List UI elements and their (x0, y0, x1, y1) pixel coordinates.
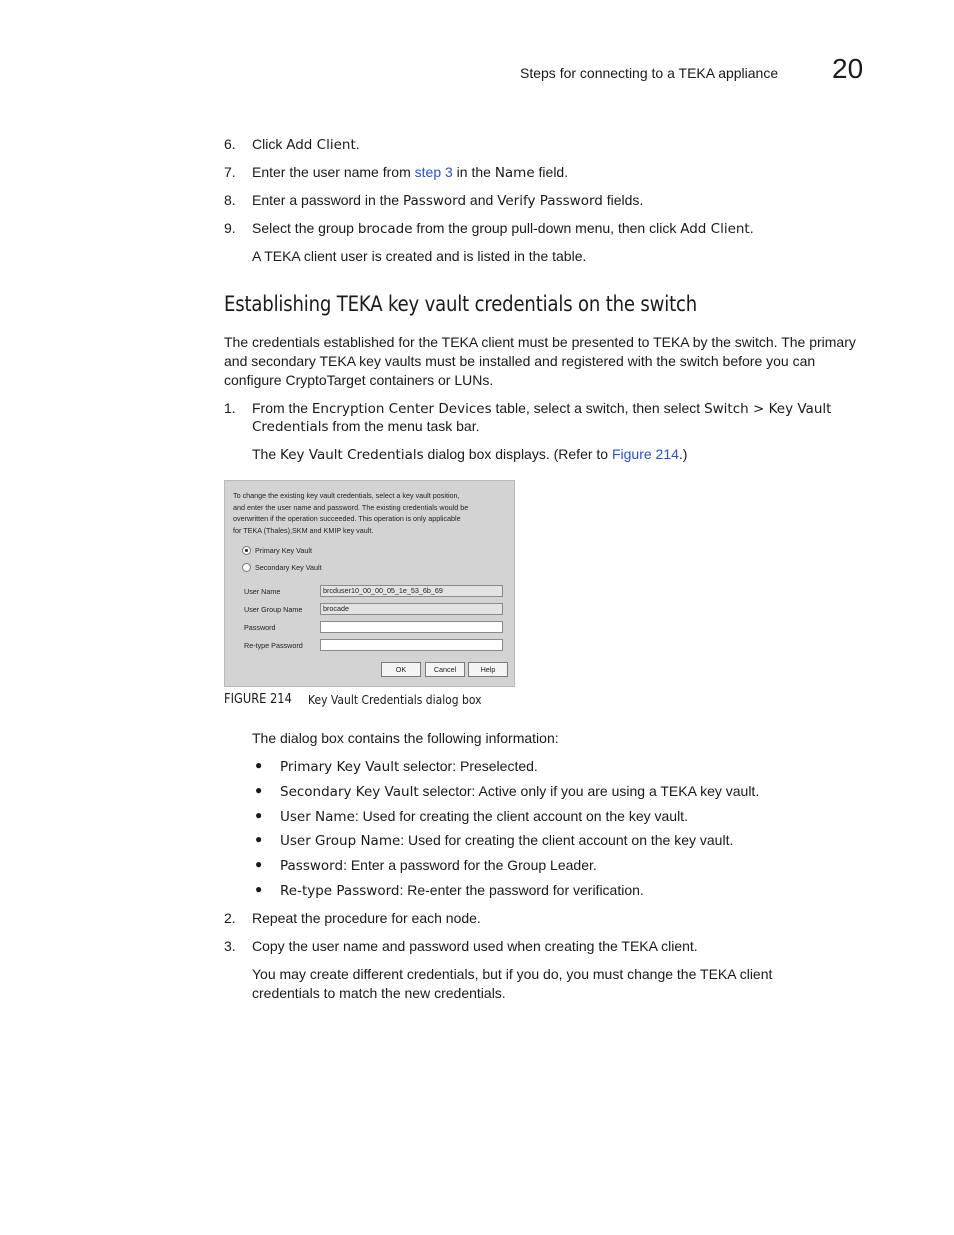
bullet-item: Secondary Key Vault selector: Active only if you are using a TEKA key vault. (280, 783, 760, 800)
ui-term: Credentials (252, 419, 329, 435)
retype-password-field[interactable] (320, 639, 503, 651)
user-name-field[interactable]: brcduser10_00_00_05_1e_53_6b_69 (320, 585, 503, 597)
primary-key-vault-label: Primary Key Vault (255, 546, 312, 555)
bullet-marker: ● (255, 832, 263, 846)
step-6: 6. Click Add Client. (224, 136, 360, 153)
step-8: 8. Enter a password in the Password and Verify Password fields. (224, 192, 644, 209)
ui-term: Add Client (286, 137, 356, 153)
step-2: 2. Repeat the procedure for each node. (224, 910, 481, 926)
step-3-link[interactable]: step 3 (414, 164, 453, 180)
ui-term: Name (494, 165, 535, 181)
secondary-key-vault-radio[interactable] (242, 563, 251, 572)
ok-button[interactable]: OK (381, 662, 421, 677)
step-7: 7. Enter the user name from step 3 in the Name field. (224, 164, 569, 181)
ui-term: Key Vault Credentials (280, 447, 424, 463)
figure-caption: Key Vault Credentials dialog box (308, 692, 482, 707)
help-button[interactable]: Help (468, 662, 508, 677)
figure-label: FIGURE 214 (224, 692, 292, 707)
step-1-line-2: Credentials from the menu task bar. (252, 418, 480, 435)
step-1-note: The Key Vault Credentials dialog box displays. (Refer to Figure 214.) (252, 446, 688, 463)
closing-paragraph: You may create different credentials, but if you do, you must change the TEKA client credentials to match the new credentials. (252, 966, 773, 1001)
ui-term: Password (402, 193, 467, 209)
user-group-name-field[interactable]: brocade (320, 603, 503, 615)
ui-term: Encryption Center Devices (311, 401, 492, 417)
user-group-name-label: User Group Name (244, 605, 303, 614)
retype-password-label: Re-type Password (244, 641, 303, 650)
ui-term: Switch > Key Vault (704, 401, 832, 417)
password-label: Password (244, 623, 276, 632)
secondary-key-vault-label: Secondary Key Vault (255, 563, 322, 572)
user-name-label: User Name (244, 587, 281, 596)
ui-term: Verify Password (497, 193, 603, 209)
step-1: 1. From the Encryption Center Devices table, select a switch, then select Switch > Key Vault (224, 400, 832, 417)
bullet-item: User Group Name: Used for creating the client account on the key vault. (280, 832, 734, 849)
step-9-result: A TEKA client user is created and is listed in the table. (252, 248, 587, 264)
dialog-instructions: To change the existing key vault credentials, select a key vault position, and enter the user name and password. The existing credentials would be overwritten if the operation succeeded. This operation is only applicable for TEKA (Thales),SKM and KMIP key vault. (233, 491, 469, 535)
bullet-item: Re-type Password: Re-enter the password for verification. (280, 882, 644, 899)
bullet-marker: ● (255, 758, 263, 772)
chapter-number: 20 (832, 53, 864, 84)
bullet-marker: ● (255, 808, 263, 822)
cancel-button[interactable]: Cancel (425, 662, 465, 677)
running-header: Steps for connecting to a TEKA appliance (520, 65, 779, 81)
dialog-info-intro: The dialog box contains the following information: (252, 730, 559, 746)
step-9: 9. Select the group brocade from the group pull-down menu, then click Add Client. (224, 220, 754, 237)
bullet-marker: ● (255, 857, 263, 871)
ui-term: brocade (357, 221, 413, 237)
key-vault-credentials-dialog (224, 480, 515, 687)
primary-key-vault-radio[interactable] (242, 546, 251, 555)
ui-term: Add Client (680, 221, 750, 237)
section-heading: Establishing TEKA key vault credentials on the switch (224, 292, 698, 316)
figure-214-link[interactable]: Figure 214 (611, 446, 679, 462)
bullet-item: User Name: Used for creating the client account on the key vault. (280, 808, 688, 825)
bullet-marker: ● (255, 783, 263, 797)
step-3: 3. Copy the user name and password used when creating the TEKA client. (224, 938, 698, 954)
intro-paragraph: The credentials established for the TEKA client must be presented to TEKA by the switch. The primary and secondary TEKA key vaults must be installed and registered with the switch before you can configure CryptoTarget containers or LUNs. (224, 334, 856, 388)
bullet-item: Primary Key Vault selector: Preselected. (280, 758, 538, 775)
password-field[interactable] (320, 621, 503, 633)
bullet-marker: ● (255, 882, 263, 896)
bullet-item: Password: Enter a password for the Group Leader. (280, 857, 597, 874)
